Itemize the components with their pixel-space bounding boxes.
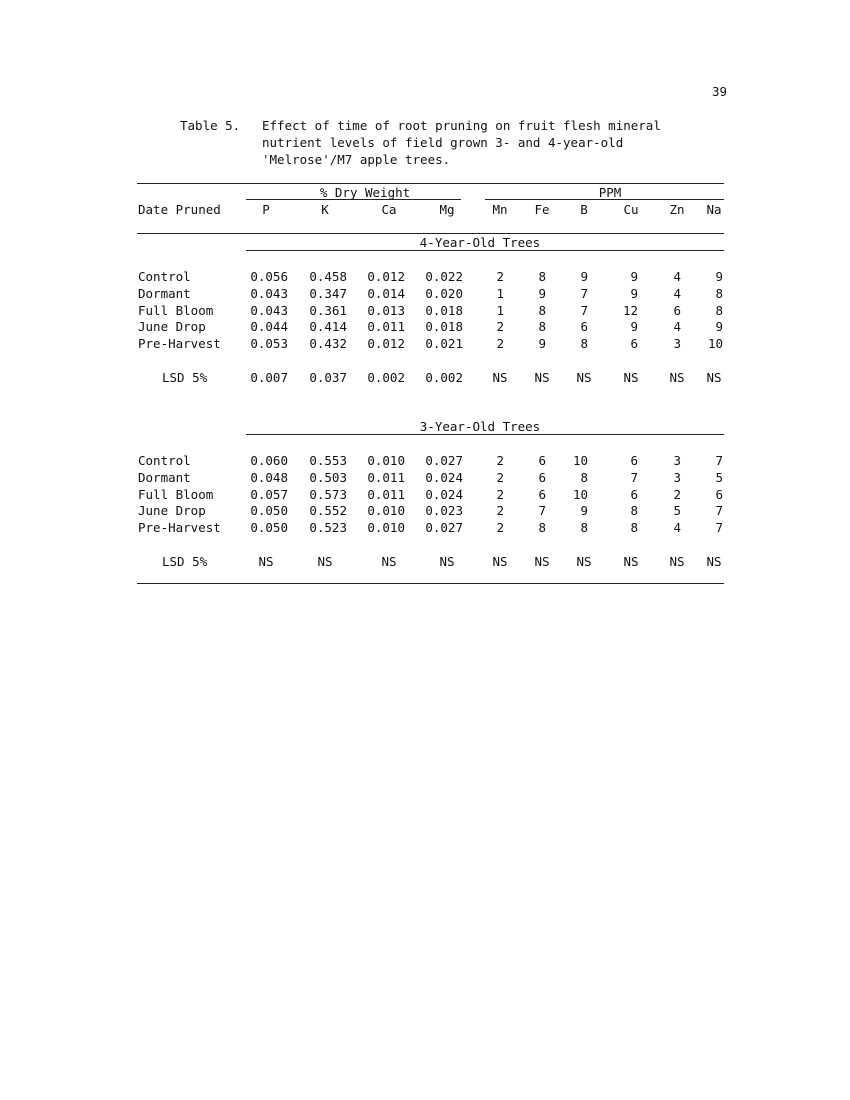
table-cell: 3 [673,453,681,468]
lsd-cell: NS [492,553,508,569]
table-cell: 6 [630,336,638,351]
table-cell: 5 [715,469,723,485]
table-cell: 0.043 [250,285,288,301]
table-cell: 7 [715,520,723,535]
table-cell: 8 [538,319,546,335]
table-cell: 10 [707,336,723,351]
table-cell: 8 [715,285,723,301]
table-cell: 8 [580,336,588,351]
table-cell: 0.053 [250,336,288,351]
table-cell: 10 [572,453,588,468]
lsd-cell: NS [623,553,639,569]
row-label: June Drop [138,319,206,335]
table-cell: 8 [630,503,638,519]
caption-label: Table 5. [180,118,241,133]
table-cell: 0.024 [425,469,463,485]
table-cell: 0.021 [425,336,463,351]
table-cell: 6 [538,486,546,502]
table-cell: 4 [673,319,681,335]
table-cell: 10 [572,486,588,502]
table-cell: 2 [496,269,504,284]
table-cell: 0.018 [425,319,463,335]
table-cell: 0.458 [309,269,347,284]
row-label: Full Bloom [138,486,214,502]
lsd-label: LSD 5% [162,553,208,569]
row-label: Control [138,453,191,468]
table-cell: 7 [580,302,588,318]
lsd-cell: NS [669,553,685,569]
ppm-underline [485,199,724,200]
table-cell: 8 [538,302,546,318]
section-title: 3-Year-Old Trees [419,419,541,434]
header-col-b: B [580,202,588,217]
table-cell: 9 [538,285,546,301]
table-cell: 0.414 [309,319,347,335]
lsd-cell: 0.002 [425,369,463,385]
table-cell: 8 [538,269,546,284]
lsd-cell: NS [706,369,722,385]
table-cell: 0.060 [250,453,288,468]
lsd-cell: NS [576,369,592,385]
header-col-mg: Mg [439,202,455,217]
table-cell: 8 [580,469,588,485]
table-cell: 0.023 [425,503,463,519]
lsd-cell: NS [258,553,274,569]
header-group-ppm: PPM [598,185,622,200]
row-label: Full Bloom [138,302,214,318]
row-label: Dormant [138,469,191,485]
table-cell: 0.050 [250,520,288,535]
table-cell: 0.013 [367,302,405,318]
table-cell: 0.553 [309,453,347,468]
table-cell: 4 [673,285,681,301]
table-cell: 6 [580,319,588,335]
table-cell: 9 [630,319,638,335]
table-cell: 9 [715,269,723,284]
table-cell: 0.018 [425,302,463,318]
lsd-cell: NS [381,553,397,569]
section-title: 4-Year-Old Trees [419,235,541,250]
table-cell: 9 [630,285,638,301]
header-group-dry-weight: % Dry Weight [319,185,411,200]
table-bottom-rule [137,583,724,584]
table-cell: 2 [496,319,504,335]
table-cell: 0.552 [309,503,347,519]
table-cell: 0.011 [367,486,405,502]
header-col-fe: Fe [534,202,550,217]
lsd-cell: NS [534,369,550,385]
table-cell: 7 [715,453,723,468]
table-cell: 0.347 [309,285,347,301]
header-row-label: Date Pruned [138,202,221,217]
table-cell: 0.024 [425,486,463,502]
lsd-cell: NS [439,553,455,569]
table-cell: 6 [630,486,638,502]
table-cell: 2 [496,486,504,502]
table-cell: 4 [673,269,681,284]
table-cell: 8 [538,520,546,535]
table-cell: 3 [673,469,681,485]
table-top-rule [137,183,724,184]
row-label: Pre-Harvest [138,520,221,535]
caption-line-3: 'Melrose'/M7 apple trees. [262,152,451,167]
table-cell: 6 [673,302,681,318]
table-cell: 9 [538,336,546,351]
table-cell: 2 [496,503,504,519]
table-cell: 9 [580,503,588,519]
table-cell: 2 [496,453,504,468]
caption-line-1: Effect of time of root pruning on fruit flesh mineral [262,118,661,133]
table-cell: 9 [715,319,723,335]
table-cell: 1 [496,285,504,301]
table-cell: 0.027 [425,453,463,468]
table-cell: 0.027 [425,520,463,535]
header-col-k: K [321,202,329,217]
table-cell: 5 [673,503,681,519]
table-cell: 0.056 [250,269,288,284]
header-col-ca: Ca [381,202,397,217]
section-title-rule [246,434,724,435]
lsd-cell: NS [317,553,333,569]
row-label: Dormant [138,285,191,301]
lsd-cell: NS [623,369,639,385]
lsd-label: LSD 5% [162,369,208,385]
table-cell: 0.043 [250,302,288,318]
table-cell: 6 [538,469,546,485]
table-cell: 0.012 [367,336,405,351]
header-col-zn: Zn [669,202,685,217]
table-cell: 9 [580,269,588,284]
header-col-p: P [262,202,270,217]
table-cell: 0.012 [367,269,405,284]
lsd-cell: 0.002 [367,369,405,385]
table-cell: 7 [715,503,723,519]
lsd-cell: NS [576,553,592,569]
lsd-cell: NS [706,553,722,569]
table-cell: 0.361 [309,302,347,318]
table-cell: 3 [673,336,681,351]
table-cell: 2 [496,520,504,535]
table-cell: 2 [673,486,681,502]
table-cell: 12 [622,302,638,318]
table-cell: 0.010 [367,520,405,535]
section-title-rule [246,250,724,251]
header-col-mn: Mn [492,202,508,217]
table-cell: 1 [496,302,504,318]
table-cell: 0.020 [425,285,463,301]
table-cell: 2 [496,336,504,351]
table-cell: 0.044 [250,319,288,335]
caption-line-2: nutrient levels of field grown 3- and 4-year-old [262,135,624,150]
table-cell: 8 [630,520,638,535]
table-cell: 0.503 [309,469,347,485]
table-cell: 0.010 [367,503,405,519]
row-label: Control [138,269,191,284]
table-cell: 0.048 [250,469,288,485]
page-number: 39 [712,84,728,99]
lsd-cell: NS [534,553,550,569]
lsd-cell: NS [669,369,685,385]
table-cell: 0.573 [309,486,347,502]
header-bottom-rule [137,233,724,234]
table-cell: 0.050 [250,503,288,519]
table-cell: 2 [496,469,504,485]
table-cell: 6 [715,486,723,502]
row-label: Pre-Harvest [138,336,221,351]
table-cell: 8 [580,520,588,535]
header-col-cu: Cu [623,202,639,217]
table-cell: 4 [673,520,681,535]
table-cell: 0.523 [309,520,347,535]
table-cell: 0.057 [250,486,288,502]
row-label: June Drop [138,503,206,519]
table-cell: 0.432 [309,336,347,351]
table-cell: 0.014 [367,285,405,301]
table-cell: 8 [715,302,723,318]
table-cell: 7 [630,469,638,485]
table-cell: 6 [630,453,638,468]
table-cell: 7 [538,503,546,519]
table-cell: 0.011 [367,319,405,335]
lsd-cell: 0.007 [250,369,288,385]
table-cell: 7 [580,285,588,301]
lsd-cell: NS [492,369,508,385]
table-cell: 9 [630,269,638,284]
table-cell: 0.022 [425,269,463,284]
table-cell: 0.010 [367,453,405,468]
table-cell: 6 [538,453,546,468]
dry-weight-underline [246,199,461,200]
table-cell: 0.011 [367,469,405,485]
lsd-cell: 0.037 [309,369,347,385]
header-col-na: Na [706,202,722,217]
